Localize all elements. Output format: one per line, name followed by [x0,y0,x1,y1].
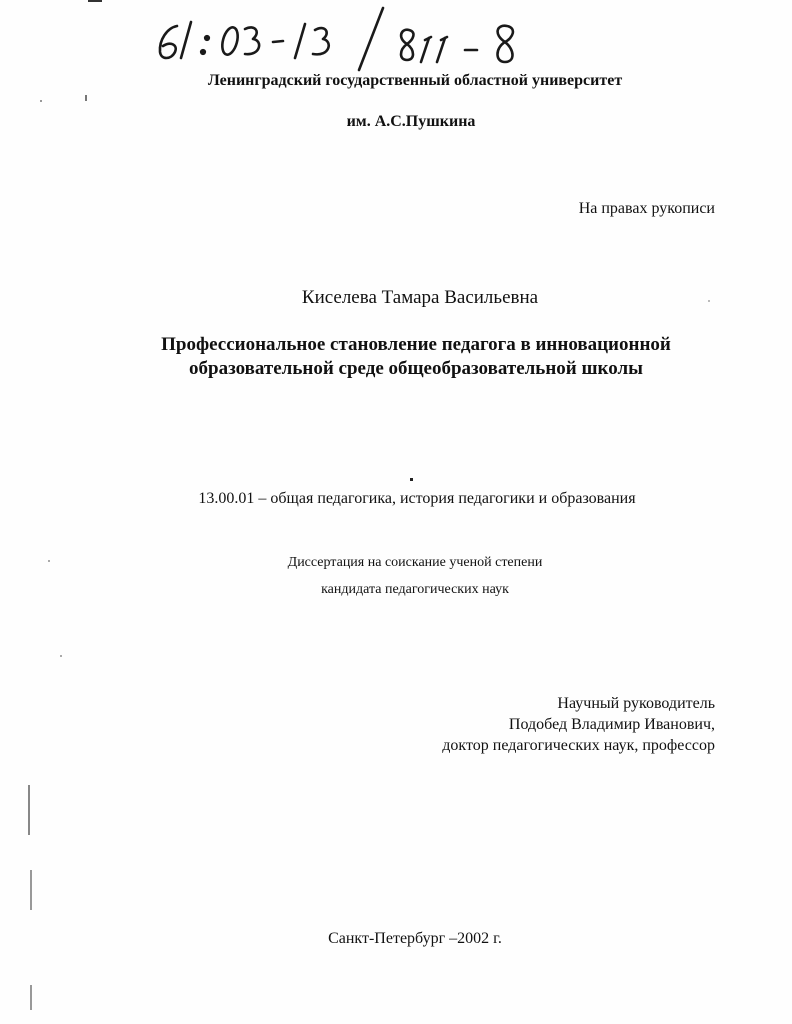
dissertation-degree-line-2: кандидата педагогических наук [321,582,509,597]
scan-speck [30,985,32,1010]
scan-speck [48,560,50,562]
specialty-code: 13.00.01 – общая педагогика, история педагогики и образования [198,490,636,507]
manuscript-rights-note: На правах рукописи [578,200,715,217]
scan-speck [40,100,42,102]
scan-speck [88,0,102,2]
scan-speck [410,478,413,481]
university-name: Ленинградский государственный областной университет [207,72,623,89]
city-and-year: Санкт-Петербург –2002 г. [328,930,502,947]
supervisor-name: Подобед Владимир Иванович, [508,716,715,733]
supervisor-label: Научный руководитель [557,695,715,712]
dissertation-degree-line-1: Диссертация на соискание ученой степени [287,555,543,570]
supervisor-degree: доктор педагогических наук, профессор [442,737,715,754]
scan-speck [85,95,87,101]
handwritten-archive-code [145,4,545,74]
dissertation-title-line-1: Профессиональное становление педагога в инновационной [161,334,671,355]
author-name: Киселева Тамара Васильевна [301,287,539,308]
scan-speck [708,300,710,302]
dissertation-title-line-2: образовательной среде общеобразовательной школы [189,358,643,379]
scan-speck [60,655,62,657]
scan-speck [28,785,30,835]
scan-speck [30,870,32,910]
university-named-after: им. А.С.Пушкина [346,113,476,130]
